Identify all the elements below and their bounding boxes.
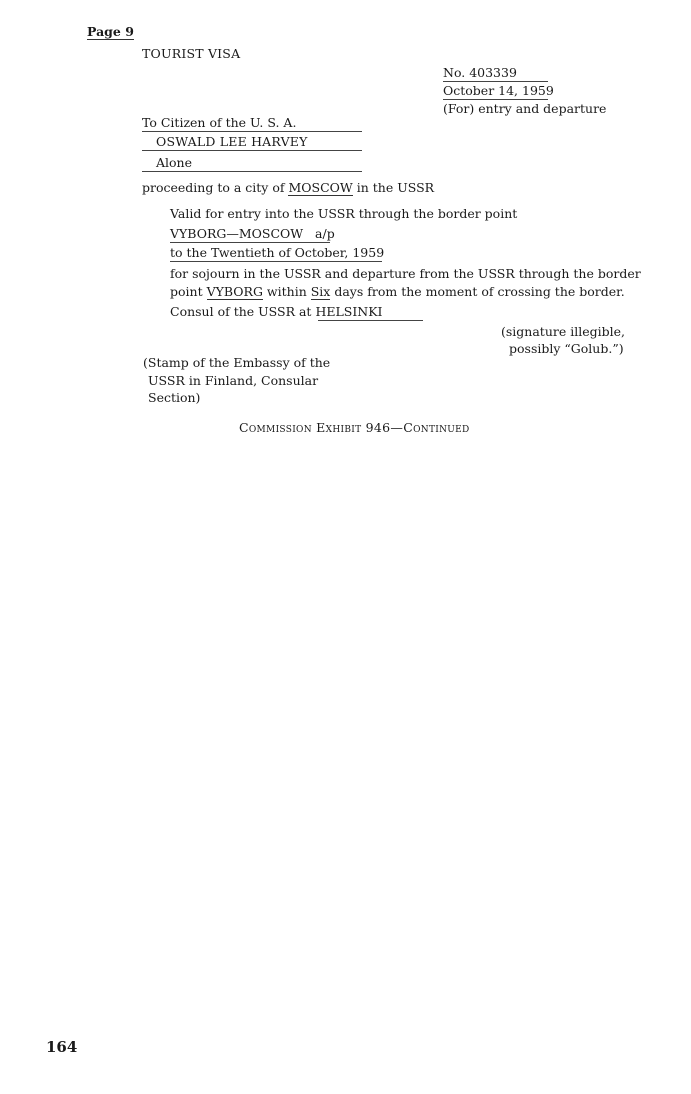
point-prefix: point xyxy=(170,284,203,299)
proceeding-line xyxy=(142,180,434,196)
visa-date-underline xyxy=(443,99,548,100)
valid-until: to the Twentieth of October, 1959 xyxy=(170,245,385,260)
signature-line-1: (signature illegible, xyxy=(501,324,625,339)
consul-line xyxy=(170,304,382,319)
companions-underline xyxy=(142,171,362,172)
entry-text: Valid for entry into the USSR through the border point xyxy=(170,206,518,221)
to-citizen: To Citizen of the U. S. A. xyxy=(142,115,297,130)
consul-city: HELSINKI xyxy=(315,304,383,319)
visa-purpose: (For) entry and departure xyxy=(443,101,607,116)
exit-point-line xyxy=(170,284,625,300)
exit-point: VYBORG xyxy=(206,284,263,299)
within-word: within xyxy=(266,284,307,299)
name-underline xyxy=(142,150,362,151)
page-number: 164 xyxy=(46,1038,78,1056)
page-label xyxy=(87,24,134,40)
signature-line-2: possibly “Golub.”) xyxy=(509,341,624,356)
stamp-line-2: USSR in Finland, Consular xyxy=(148,373,319,388)
proceeding-suffix: in the USSR xyxy=(356,180,435,195)
stamp-line-3: Section) xyxy=(148,390,201,405)
consul-prefix: Consul of the USSR at xyxy=(170,304,312,319)
proceeding-prefix: proceeding to a city of xyxy=(142,180,285,195)
stamp-line-1: (Stamp of the Embassy of the xyxy=(143,355,331,370)
consul-city-underline xyxy=(318,320,423,321)
page-label-text: Page 9 xyxy=(87,24,134,39)
sojourn-text: for sojourn in the USSR and departure from the USSR through the border xyxy=(170,266,641,281)
citizen-underline xyxy=(142,131,362,132)
visa-number: No. 403339 xyxy=(443,65,517,80)
days-count: Six xyxy=(310,284,331,299)
days-suffix: days from the moment of crossing the border. xyxy=(334,284,625,299)
document-title: TOURIST VISA xyxy=(142,46,241,61)
visa-number-underline xyxy=(443,81,548,82)
citizen-name: OSWALD LEE HARVEY xyxy=(156,134,308,149)
route-text: VYBORG—MOSCOW a/p xyxy=(170,226,335,241)
destination-city: MOSCOW xyxy=(288,180,353,195)
until-underline xyxy=(170,261,382,262)
commission-exhibit: Commission Exhibit 946—Continued xyxy=(239,420,470,435)
entry-route xyxy=(170,226,335,241)
companions: Alone xyxy=(156,155,192,170)
route-underline xyxy=(170,242,330,243)
visa-date: October 14, 1959 xyxy=(443,83,554,98)
